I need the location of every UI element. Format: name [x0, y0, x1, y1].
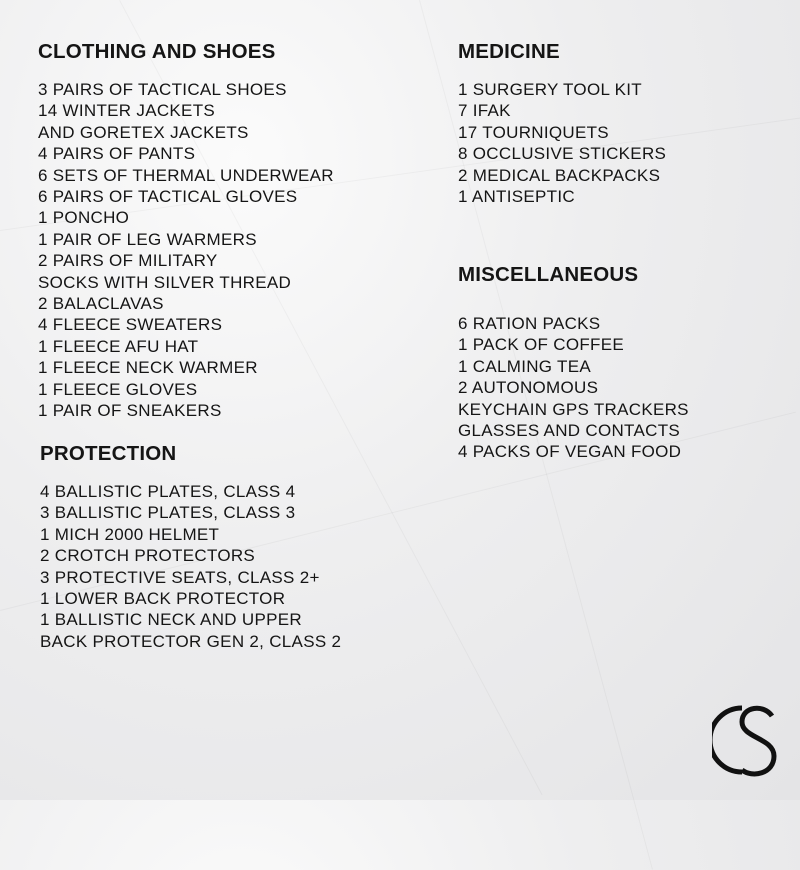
- list-item: 4 BALLISTIC PLATES, CLASS 4: [40, 482, 296, 501]
- list-item: 7 IFAK: [458, 101, 511, 121]
- item-list: [40, 481, 341, 652]
- list-item: 2 PAIRS OF MILITARY: [38, 251, 218, 271]
- list-item: 2 BALACLAVAS: [38, 294, 164, 314]
- item-list: [38, 79, 334, 422]
- list-item: 1 BALLISTIC NECK AND UPPER: [40, 610, 302, 630]
- list-item: 6 SETS OF THERMAL UNDERWEAR: [38, 165, 334, 185]
- section-medicine: [458, 40, 666, 207]
- list-item: 4 PAIRS OF PANTS: [38, 144, 196, 164]
- list-item: 1 PAIR OF LEG WARMERS: [38, 229, 257, 249]
- list-item: 2 AUTONOMOUS: [458, 378, 599, 398]
- list-item: 17 TOURNIQUETS: [458, 122, 609, 142]
- list-item: KEYCHAIN GPS TRACKERS: [458, 399, 689, 419]
- section-heading: PROTECTION: [40, 442, 177, 465]
- list-item: 1 PACK OF COFFEE: [458, 335, 625, 355]
- list-item: BACK PROTECTOR GEN 2, CLASS 2: [40, 631, 342, 651]
- list-item: 3 PROTECTIVE SEATS, CLASS 2+: [40, 567, 320, 587]
- section-heading: MEDICINE: [458, 40, 560, 63]
- list-item: 1 SURGERY TOOL KIT: [458, 80, 642, 99]
- list-item: 3 PAIRS OF TACTICAL SHOES: [38, 80, 287, 99]
- section-protection: [40, 442, 341, 652]
- list-item: SOCKS WITH SILVER THREAD: [38, 272, 292, 292]
- list-item: 1 FLEECE GLOVES: [38, 379, 198, 399]
- list-item: 4 PACKS OF VEGAN FOOD: [458, 442, 682, 462]
- list-item: 2 MEDICAL BACKPACKS: [458, 165, 661, 185]
- list-item: 1 ANTISEPTIC: [458, 187, 575, 207]
- list-item: 4 FLEECE SWEATERS: [38, 315, 223, 335]
- list-item: 8 OCCLUSIVE STICKERS: [458, 144, 667, 164]
- list-item: AND GORETEX JACKETS: [38, 122, 249, 142]
- list-item: 6 PAIRS OF TACTICAL GLOVES: [38, 187, 298, 207]
- item-list: [458, 313, 689, 463]
- list-item: 1 LOWER BACK PROTECTOR: [40, 589, 286, 609]
- list-item: 2 CROTCH PROTECTORS: [40, 546, 256, 566]
- list-item: 1 PAIR OF SNEAKERS: [38, 401, 222, 421]
- list-item: 3 BALLISTIC PLATES, CLASS 3: [40, 503, 296, 523]
- list-item: 1 FLEECE NECK WARMER: [38, 358, 258, 378]
- list-item: 6 RATION PACKS: [458, 314, 601, 333]
- item-list: [458, 79, 666, 207]
- cs-monogram-icon: [712, 700, 780, 780]
- list-item: 1 MICH 2000 HELMET: [40, 524, 220, 544]
- list-item: 1 CALMING TEA: [458, 356, 592, 376]
- section-miscellaneous: [458, 263, 689, 463]
- list-item: 1 FLEECE AFU HAT: [38, 336, 199, 356]
- section-clothing-and-shoes: [38, 40, 334, 422]
- section-heading: MISCELLANEOUS: [458, 263, 639, 286]
- section-heading: CLOTHING AND SHOES: [38, 40, 276, 63]
- list-item: GLASSES AND CONTACTS: [458, 421, 681, 441]
- list-item: 1 PONCHO: [38, 208, 130, 228]
- list-item: 14 WINTER JACKETS: [38, 101, 216, 121]
